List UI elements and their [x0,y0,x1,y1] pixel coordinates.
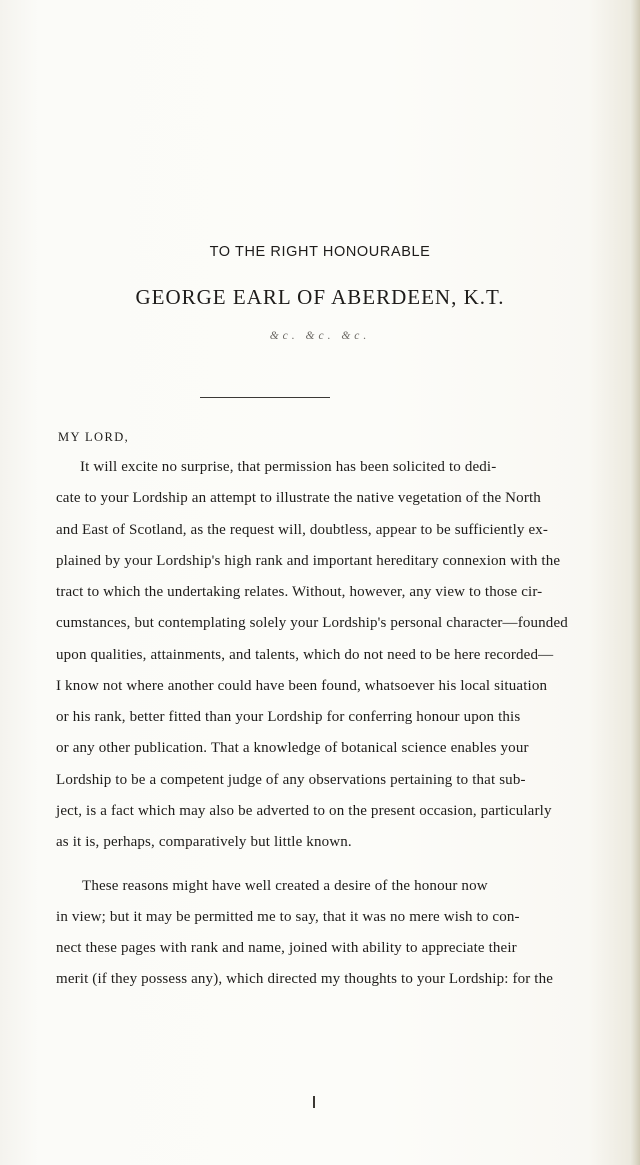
paragraph-1-line: Lordship to be a competent judge of any observations pertaining to that sub- [56,772,526,788]
paragraph-2-line: in view; but it may be permitted me to say, that it was no mere wish to con- [56,909,520,925]
paragraph-1-line: or his rank, better fitted than your Lordship for conferring honour upon this [56,709,521,725]
paragraph-1-line: ject, is a fact which may also be adverted to on the present occasion, particularly [56,803,552,819]
paragraph-1-line: It will excite no surprise, that permission has been solicited to dedi- [80,459,497,475]
dedication-to-line: TO THE RIGHT HONOURABLE [209,244,431,260]
etc-line: &c. &c. &c. [269,330,371,342]
paragraph-1-line: upon qualities, attainments, and talents, which do not need to be here recorded— [56,647,554,663]
paragraph-1-line: I know not where another could have been found, whatsoever his local situation [56,678,548,694]
paragraph-2-line: These reasons might have well created a desire of the honour now [82,878,488,894]
paragraph-1-line: or any other publication. That a knowledge of botanical science enables your [56,740,529,756]
paragraph-1-line: as it is, perhaps, comparatively but little known. [56,834,352,850]
page-edge-shadow [630,0,640,1165]
dedicatee-name: GEORGE EARL OF ABERDEEN, K.T. [135,285,505,309]
paragraph-1-line: and East of Scotland, as the request will, doubtless, appear to be sufficiently ex- [56,522,549,538]
ink-mark [313,1096,315,1108]
paragraph-2-line: merit (if they possess any), which directed my thoughts to your Lordship: for the [56,971,554,987]
salutation: MY LORD, [58,430,130,444]
paragraph-1-line: tract to which the undertaking relates. Without, however, any view to those cir- [56,584,543,600]
paragraph-2-line: nect these pages with rank and name, joined with ability to appreciate their [56,940,517,956]
paragraph-1-line: cate to your Lordship an attempt to illustrate the native vegetation of the North [56,490,541,506]
horizontal-rule [200,397,330,398]
paragraph-1-line: plained by your Lordship's high rank and important hereditary connexion with the [56,553,561,569]
paragraph-1-line: cumstances, but contemplating solely your Lordship's personal character—founded [56,615,568,631]
